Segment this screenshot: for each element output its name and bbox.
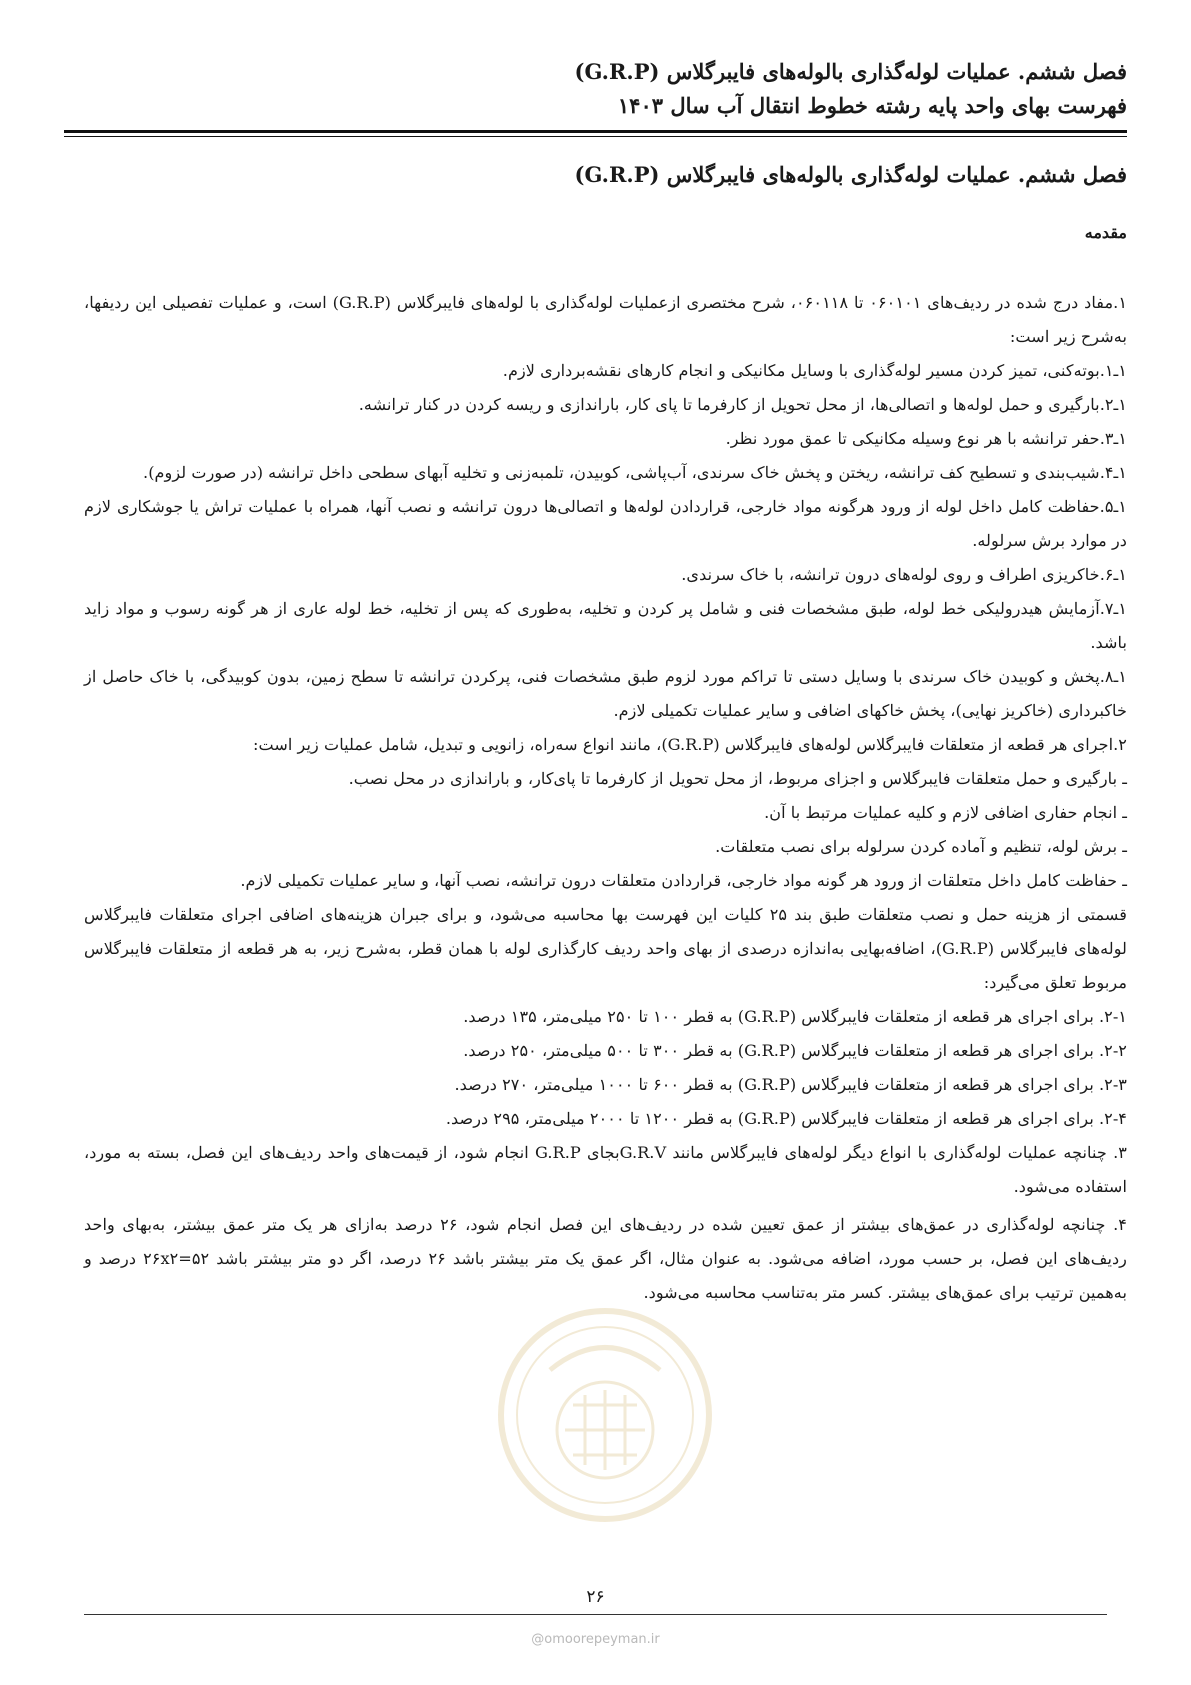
paragraph: ۱.مفاد درج شده در ردیف‌های ۰۶۰۱۰۱ تا ۰۶۰۱۱۸، شرح مختصری ازعملیات لوله‌گذاری با لوله‌های فایبرگلاس (G.R.P) است، و عملیات تفصیلی این ردیفها، به‌شرح زیر است: xyxy=(84,293,1128,346)
paragraph: قسمتی از هزینه حمل و نصب متعلقات طبق بند ۲۵ کلیات این فهرست بها محاسبه می‌شود، و برای جبران هزینه‌های اضافی اجرای متعلقات فایبرگلاس لوله‌های فایبرگلاس (G.R.P)، اضافه‌بهایی به‌اندازه درصدی از بهای واحد ردیف کارگذاری لوله با همان قطر، به‌شرح زیر، به هر قطعه از متعلقات فایبرگلاس مربوط تعلق می‌گیرد: xyxy=(84,905,1127,992)
body-text xyxy=(84,286,1127,1310)
paragraph: ۱ـ۳.حفر ترانشه با هر نوع وسیله مکانیکی تا عمق مورد نظر. xyxy=(725,429,1127,448)
paragraph: ـ انجام حفاری اضافی لازم و کلیه عملیات مرتبط با آن. xyxy=(764,803,1127,822)
paragraph: ۲-۱. برای اجرای هر قطعه از متعلقات فایبرگلاس (G.R.P) به قطر ۱۰۰ تا ۲۵۰ میلی‌متر، ۱۳۵ درصد. xyxy=(463,1007,1127,1026)
paragraph: ۱ـ۶.خاکریزی اطراف و روی لوله‌های درون ترانشه، با خاک سرندی. xyxy=(681,565,1127,584)
watermark-url: @omoorepeyman.ir xyxy=(531,1632,660,1647)
section-title: فصل ششم. عملیات لوله‌گذاری بالوله‌های فایبرگلاس (G.R.P) xyxy=(574,162,1127,187)
paragraph: ۱ـ۷.آزمایش هیدرولیکی خط لوله، طبق مشخصات فنی و شامل پر کردن و تخلیه، به‌طوری که پس از تخلیه، خط لوله عاری از هر گونه رسوب و مواد زاید باشد. xyxy=(84,599,1127,652)
footer-rule xyxy=(84,1614,1107,1615)
paragraph: ۳. چنانچه عملیات لوله‌گذاری با انواع دیگر لوله‌های فایبرگلاس مانند G.R.Vبجای G.R.P انجام شود، از قیمت‌های واحد ردیف‌های این فصل، بسته به مورد، استفاده می‌شود. xyxy=(84,1143,1127,1196)
header-rule xyxy=(64,130,1127,133)
paragraph: ۲-۲. برای اجرای هر قطعه از متعلقات فایبرگلاس (G.R.P) به قطر ۳۰۰ تا ۵۰۰ میلی‌متر، ۲۵۰ درصد. xyxy=(463,1041,1127,1060)
header-price-list-title: فهرست بهای واحد پایه رشته خطوط انتقال آب سال ۱۴۰۳ xyxy=(617,93,1127,118)
page-number: ۲۶ xyxy=(586,1587,605,1607)
paragraph: ۱ـ۵.حفاظت کامل داخل لوله از ورود هرگونه مواد خارجی، قراردادن لوله‌ها و اتصالی‌ها درون ترانشه و نصب آنها، همراه با عملیات تراش یا جوشکاری لازم در موارد برش سرلوله. xyxy=(84,497,1127,550)
running-header xyxy=(64,55,1127,123)
paragraph: ۲-۳. برای اجرای هر قطعه از متعلقات فایبرگلاس (G.R.P) به قطر ۶۰۰ تا ۱۰۰۰ میلی‌متر، ۲۷۰ درصد. xyxy=(454,1075,1127,1094)
header-rule-thin xyxy=(64,136,1127,137)
paragraph: ۱ـ۲.بارگیری و حمل لوله‌ها و اتصالی‌ها، از محل تحویل از کارفرما تا پای کار، باراندازی و ریسه کردن در کنار ترانشه. xyxy=(358,395,1127,414)
paragraph: ۴. چنانچه لوله‌گذاری در عمق‌های بیشتر از عمق تعیین شده در ردیف‌های این فصل انجام شود، ۲۶ درصد به‌ازای هر یک متر عمق بیشتر، به‌بهای واحد ردیف‌های این فصل، بر حسب مورد، اضافه می‌شود. به عنوان مثال، اگر عمق یک متر بیشتر باشد ۲۶ درصد، اگر دو متر بیشتر باشد ۲۶x۲=۵۲ درصد و به‌همین ترتیب برای عمق‌های بیشتر. کسر متر به‌تناسب محاسبه می‌شود. xyxy=(84,1215,1127,1302)
paragraph: ـ بارگیری و حمل متعلقات فایبرگلاس و اجزای مربوط، از محل تحویل از کارفرما تا پای‌کار، و باراندازی در محل نصب. xyxy=(348,769,1127,788)
paragraph: ۲-۴. برای اجرای هر قطعه از متعلقات فایبرگلاس (G.R.P) به قطر ۱۲۰۰ تا ۲۰۰۰ میلی‌متر، ۲۹۵ درصد. xyxy=(445,1109,1127,1128)
section-subtitle: مقدمه xyxy=(1084,223,1127,242)
paragraph: ـ برش لوله، تنظیم و آماده کردن سرلوله برای نصب متعلقات. xyxy=(715,837,1127,856)
paragraph: ۱ـ۱.بوته‌کنی، تمیز کردن مسیر لوله‌گذاری با وسایل مکانیکی و انجام کارهای نقشه‌برداری لازم. xyxy=(502,361,1127,380)
header-chapter-title: فصل ششم. عملیات لوله‌گذاری بالوله‌های فایبرگلاس (G.R.P) xyxy=(574,59,1127,84)
watermark-seal-icon xyxy=(495,1305,715,1525)
paragraph: ۱ـ۸.پخش و کوبیدن خاک سرندی با وسایل دستی تا تراکم مورد لزوم طبق مشخصات فنی، پرکردن ترانشه تا سطح زمین، بدون کوبیدگی، با خاک حاصل از خاکبرداری (خاکریز نهایی)، پخش خاکهای اضافی و سایر عملیات تکمیلی لازم. xyxy=(84,667,1127,720)
paragraph: ۲.اجرای هر قطعه از متعلقات فایبرگلاس لوله‌های فایبرگلاس (G.R.P)، مانند انواع سه‌راه، زانویی و تبدیل، شامل عملیات زیر است: xyxy=(253,735,1127,754)
paragraph: ۱ـ۴.شیب‌بندی و تسطیح کف ترانشه، ریختن و پخش خاک سرندی، آب‌پاشی، کوبیدن، تلمبه‌زنی و تخلیه آبهای سطحی داخل ترانشه (در صورت لزوم). xyxy=(143,463,1127,482)
paragraph: ـ حفاظت کامل داخل متعلقات از ورود هر گونه مواد خارجی، قراردادن متعلقات درون ترانشه، نصب آنها، و سایر عملیات تکمیلی لازم. xyxy=(240,871,1127,890)
